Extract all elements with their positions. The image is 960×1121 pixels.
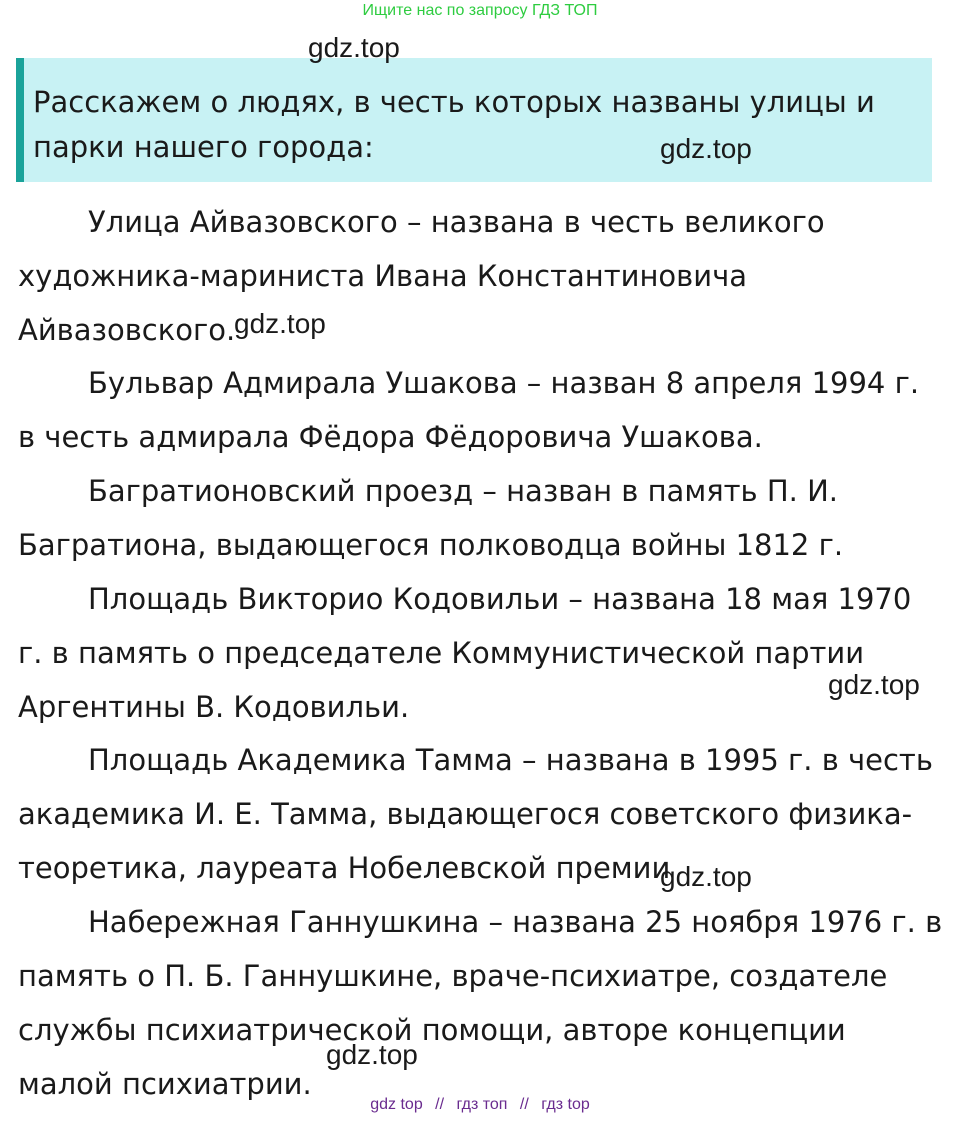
watermark: gdz.top bbox=[326, 1039, 418, 1070]
footer-link-gdz-top-mixed[interactable]: гдз top bbox=[541, 1096, 590, 1113]
footer-links bbox=[0, 1096, 960, 1114]
intro-text: Расскажем о людях, в честь которых названы улицы и парки нашего города: bbox=[33, 85, 875, 164]
footer-link-gdz-top[interactable]: gdz top bbox=[370, 1096, 423, 1113]
watermark: gdz.top bbox=[308, 32, 400, 63]
paragraph-aivazovsky: Улица Айвазовского – названа в честь великого художника-мариниста Ивана Константиновича Айвазовского. bbox=[18, 205, 825, 347]
watermark: gdz.top bbox=[828, 669, 920, 700]
paragraph-gannushkin: Набережная Ганнушкина – названа 25 ноября 1976 г. в память о П. Б. Ганнушкине, враче-психиатре, создателе службы психиатрической помощи, авторе концепции малой психиатрии. bbox=[18, 905, 943, 1101]
watermark: gdz.top bbox=[660, 133, 752, 164]
paragraph-bagration: Багратионовский проезд – назван в память П. И. Багратиона, выдающегося полководца войны 1812 г. bbox=[18, 474, 844, 562]
top-banner: Ищите нас по запросу ГДЗ ТОП bbox=[362, 2, 598, 19]
paragraph-ushakov: Бульвар Адмирала Ушакова – назван 8 апреля 1994 г. в честь адмирала Фёдора Фёдоровича Ушакова. bbox=[18, 366, 920, 454]
watermark: gdz.top bbox=[660, 861, 752, 892]
watermark: gdz.top bbox=[234, 308, 326, 339]
footer-separator: // bbox=[519, 1096, 529, 1113]
paragraph-codovilla: Площадь Викторио Кодовильи – названа 18 мая 1970 г. в память о председателе Коммунистической партии Аргентины В. Кодовильи. bbox=[18, 582, 912, 724]
footer-link-gdz-top-ru[interactable]: гдз топ bbox=[456, 1096, 508, 1113]
footer-separator: // bbox=[435, 1096, 445, 1113]
paragraph-tamm: Площадь Академика Тамма – названа в 1995 г. в честь академика И. Е. Тамма, выдающегося советского физика-теоретика, лауреата Нобелевской премии bbox=[18, 743, 933, 885]
